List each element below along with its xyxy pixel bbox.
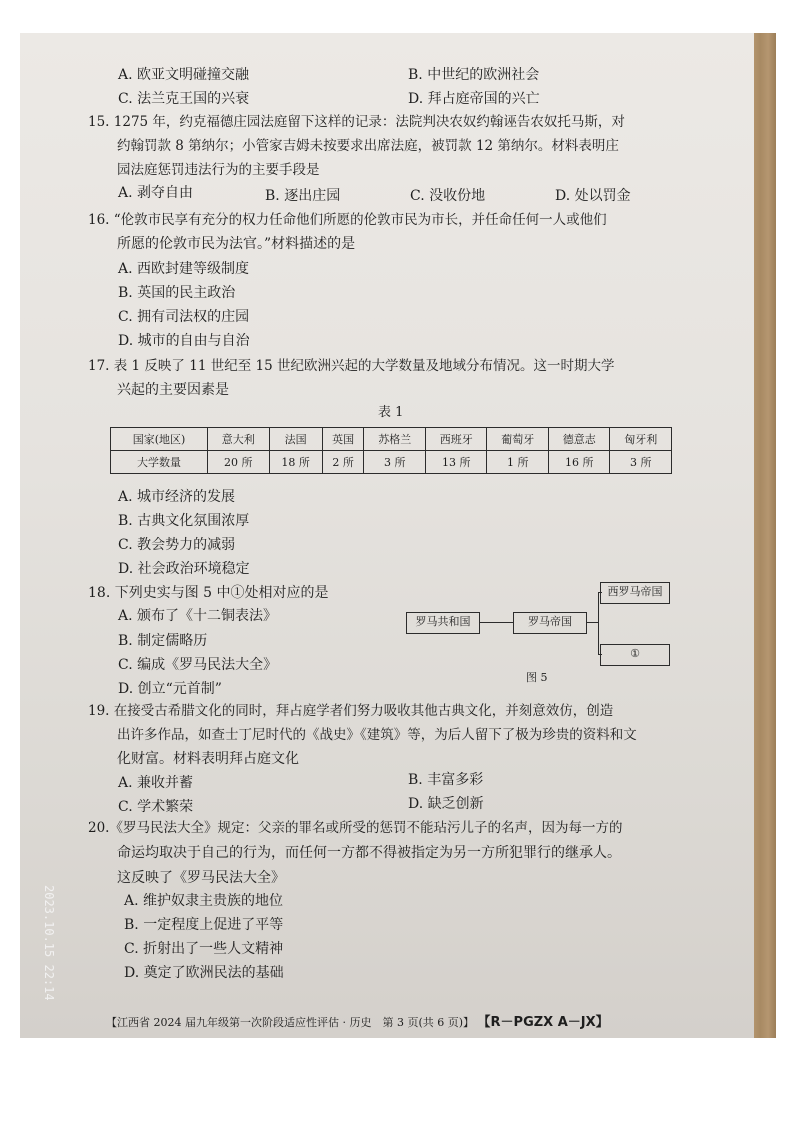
- table-header-cell: 国家(地区): [111, 428, 208, 451]
- table-header-cell: 意大利: [208, 428, 270, 451]
- q15-stem-line1: 15. 1275 年，约克福德庄园法庭留下这样的记录：法院判决农奴约翰诬告农奴托马斯，对: [88, 114, 625, 130]
- q17-stem-line2: 兴起的主要因素是: [117, 382, 229, 398]
- q17-option-a: A. 城市经济的发展: [118, 489, 236, 505]
- q14-option-a: A. 欧亚文明碰撞交融: [118, 67, 250, 83]
- q17-option-c: C. 教会势力的减弱: [118, 537, 236, 553]
- q20-option-c: C. 折射出了一些人文精神: [124, 941, 284, 957]
- q20-option-a: A. 维护奴隶主贵族的地位: [124, 893, 284, 909]
- figure-caption: 图 5: [526, 671, 548, 684]
- q18-option-c: C. 编成《罗马民法大全》: [118, 657, 278, 673]
- diagram-connector: [479, 622, 513, 623]
- diagram-box-republic: 罗马共和国: [406, 612, 480, 634]
- q19-option-b: B. 丰富多彩: [408, 772, 484, 788]
- table-caption: 表 1: [378, 405, 404, 420]
- q18-option-a: A. 颁布了《十二铜表法》: [118, 608, 278, 624]
- q19-option-a: A. 兼收并蓄: [118, 775, 194, 791]
- q17-option-d: D. 社会政治环境稳定: [118, 561, 250, 577]
- table-header-cell: 葡萄牙: [487, 428, 549, 451]
- table-header-cell: 匈牙利: [610, 428, 672, 451]
- table-header-row: [111, 428, 672, 451]
- q16-option-d: D. 城市的自由与自治: [118, 333, 250, 349]
- q20-option-d: D. 奠定了欧洲民法的基础: [124, 965, 284, 981]
- q17-stem-line1: 17. 表 1 反映了 11 世纪至 15 世纪欧洲兴起的大学数量及地域分布情况。这一时期大学: [88, 358, 615, 374]
- table-cell: 3 所: [610, 451, 672, 474]
- q19-stem-line3: 化财富。材料表明拜占庭文化: [117, 751, 299, 767]
- q20-stem-line2: 命运均取决于自己的行为，而任何一方都不得被指定为另一方所犯罪行的继承人。: [117, 845, 621, 861]
- footer-code: 【R－PGZX A－JX】: [477, 1015, 609, 1030]
- q15-option-a: A. 剥夺自由: [118, 185, 194, 201]
- q20-stem-line3: 这反映了《罗马民法大全》: [117, 870, 285, 886]
- table-header-cell: 德意志: [548, 428, 610, 451]
- table-header-cell: 英国: [322, 428, 364, 451]
- table-row: [111, 451, 672, 474]
- table-cell: 13 所: [425, 451, 487, 474]
- q18-option-b: B. 制定儒略历: [118, 633, 208, 649]
- q15-option-c: C. 没收份地: [410, 188, 486, 204]
- q19-option-c: C. 学术繁荣: [118, 799, 194, 815]
- diagram-connector: [586, 622, 598, 623]
- q16-stem-line1: 16. “伦敦市民享有充分的权力任命他们所愿的伦敦市民为市长，并任命任何一人或他们: [88, 212, 607, 228]
- q14-option-c: C. 法兰克王国的兴衰: [118, 91, 250, 107]
- q16-option-b: B. 英国的民主政治: [118, 285, 236, 301]
- q20-stem-line1: 20.《罗马民法大全》规定：父亲的罪名或所受的惩罚不能玷污儿子的名声，因为每一方的: [88, 820, 623, 836]
- table-cell: 20 所: [208, 451, 270, 474]
- q19-option-d: D. 缺乏创新: [408, 796, 484, 812]
- table-cell: 2 所: [322, 451, 364, 474]
- table-header-cell: 法国: [269, 428, 322, 451]
- q16-option-c: C. 拥有司法权的庄园: [118, 309, 250, 325]
- q20-option-b: B. 一定程度上促进了平等: [124, 917, 284, 933]
- table-cell: 1 所: [487, 451, 549, 474]
- footer-exam-info: 【江西省 2024 届九年级第一次阶段适应性评估 · 历史 第 3 页(共 6 页)】: [106, 1016, 475, 1029]
- diagram-box-circle-one: ①: [600, 644, 670, 666]
- q18-stem: 18. 下列史实与图 5 中①处相对应的是: [88, 585, 329, 601]
- q15-option-d: D. 处以罚金: [555, 188, 631, 204]
- table-cell: 18 所: [269, 451, 322, 474]
- q14-option-d: D. 拜占庭帝国的兴亡: [408, 91, 540, 107]
- q17-option-b: B. 古典文化氛围浓厚: [118, 513, 250, 529]
- photo-timestamp: 2023.10.15 22:14: [42, 885, 56, 1001]
- q19-stem-line1: 19. 在接受古希腊文化的同时，拜占庭学者们努力吸收其他古典文化，并刻意效仿，创造: [88, 703, 614, 719]
- q16-stem-line2: 所愿的伦敦市民为法官。”材料描述的是: [117, 236, 356, 252]
- q16-option-a: A. 西欧封建等级制度: [118, 261, 250, 277]
- university-table: [110, 427, 672, 474]
- diagram-bracket: [598, 592, 599, 654]
- table-cell: 大学数量: [111, 451, 208, 474]
- q18-option-d: D. 创立“元首制”: [118, 681, 222, 697]
- q14-option-b: B. 中世纪的欧洲社会: [408, 67, 540, 83]
- q19-stem-line2: 出许多作品，如查士丁尼时代的《战史》《建筑》等，为后人留下了极为珍贵的资料和文: [117, 727, 637, 743]
- q15-stem-line2: 约翰罚款 8 第纳尔；小管家吉姆未按要求出席法庭，被罚款 12 第纳尔。材料表明庄: [117, 138, 619, 154]
- q15-option-b: B. 逐出庄园: [265, 188, 341, 204]
- table-cell: 3 所: [364, 451, 426, 474]
- page-footer: [106, 1011, 609, 1030]
- diagram-box-western-empire: 西罗马帝国: [600, 582, 670, 604]
- diagram-box-empire: 罗马帝国: [513, 612, 587, 634]
- table-cell: 16 所: [548, 451, 610, 474]
- table-header-cell: 苏格兰: [364, 428, 426, 451]
- q15-stem-line3: 园法庭惩罚违法行为的主要手段是: [117, 162, 320, 178]
- table-header-cell: 西班牙: [425, 428, 487, 451]
